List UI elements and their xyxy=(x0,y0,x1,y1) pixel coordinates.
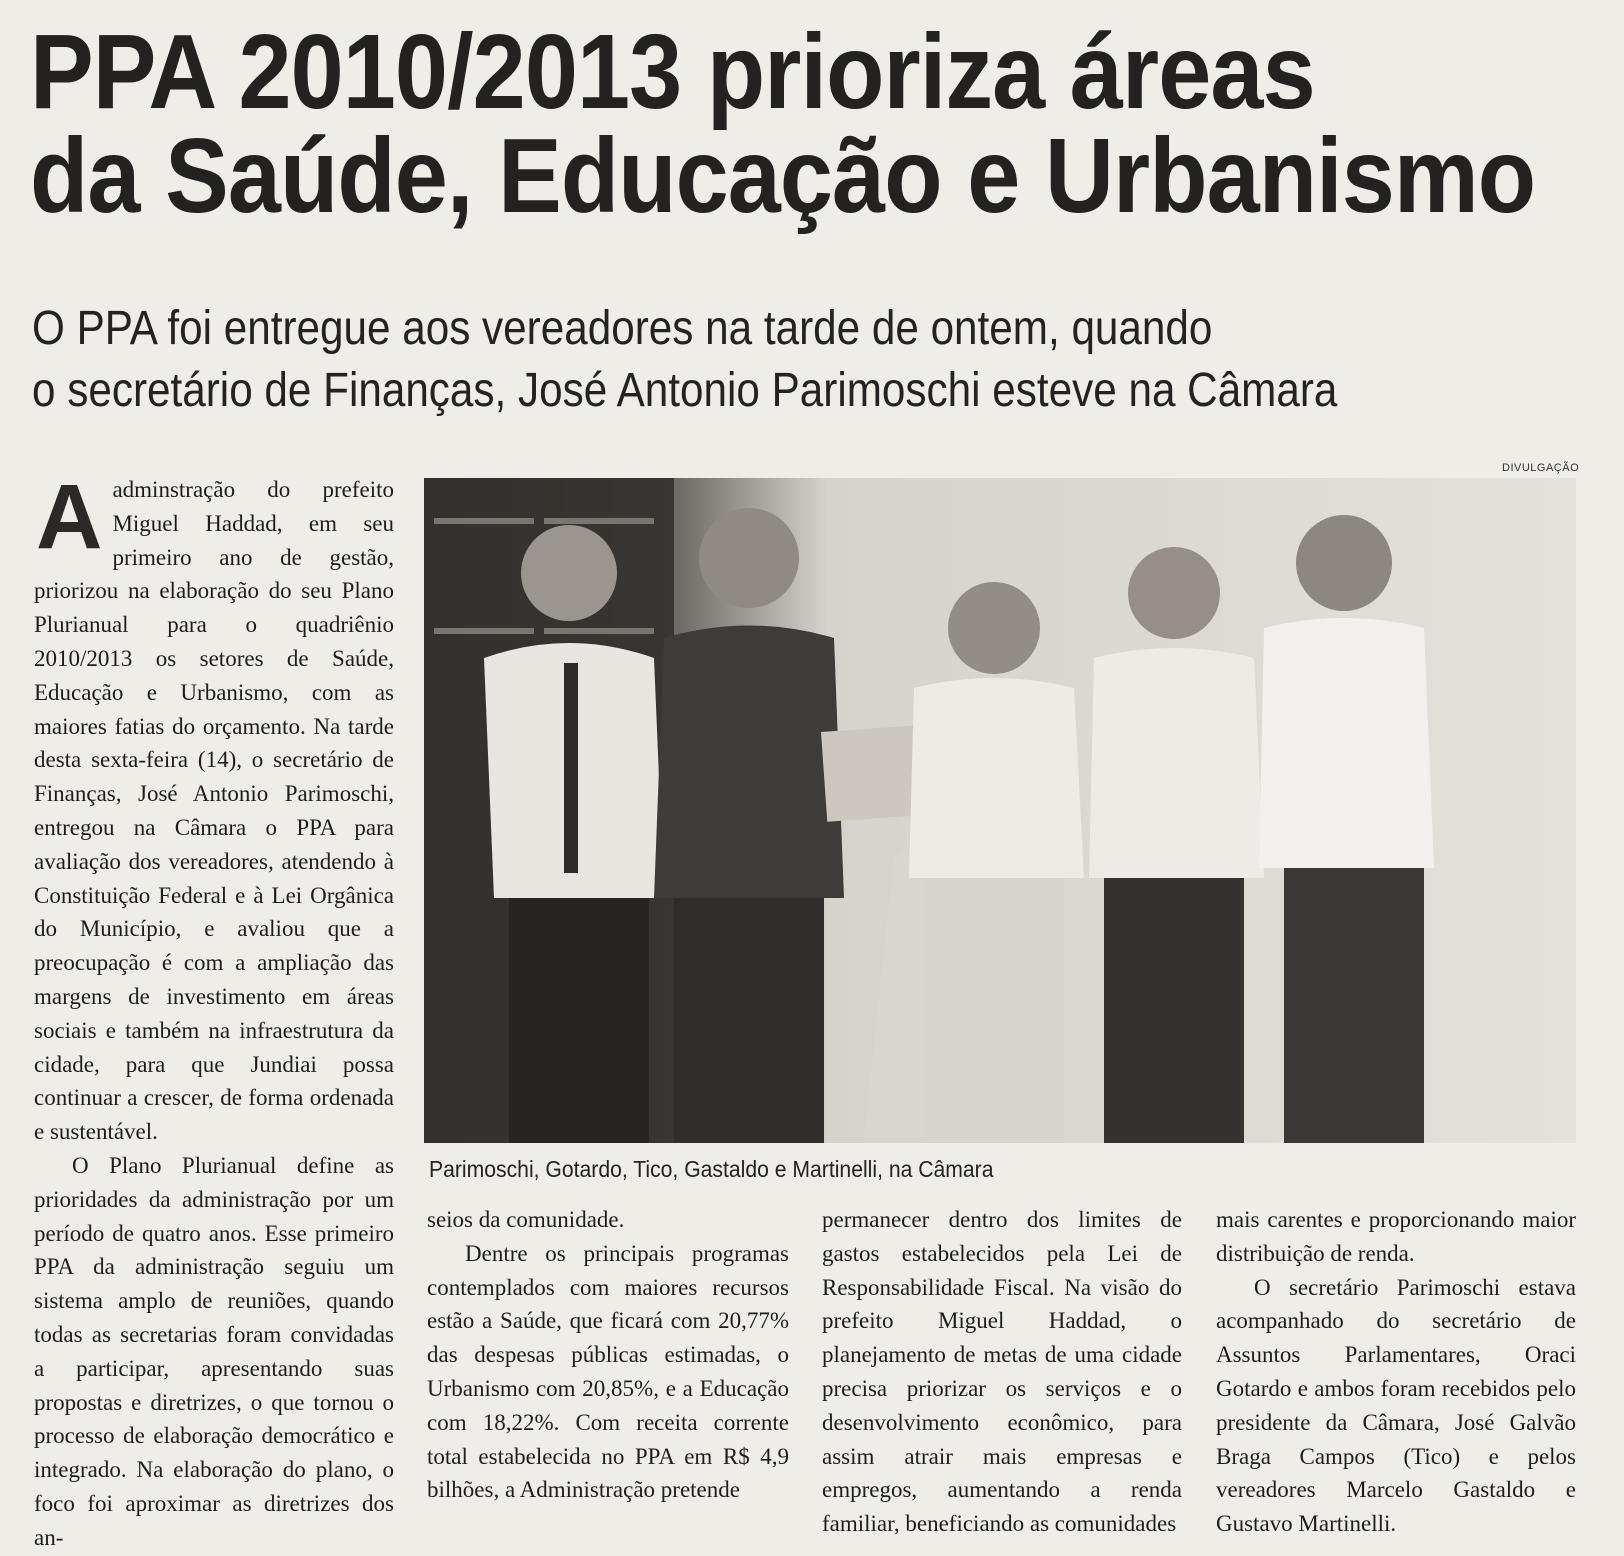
paragraph-intro xyxy=(34,466,394,1149)
drop-cap: A xyxy=(36,466,103,568)
paragraph-continuation: seios da comunidade. xyxy=(427,1207,625,1232)
article-column-2 xyxy=(427,1203,789,1507)
paragraph-responsabilidade-fiscal: permanecer dentro dos limites de gastos estabelecidos pela Lei de Responsabilidade Fiscal. Na visão do prefeito Miguel Haddad, o planejamento de metas de uma cidade precisa priorizar os serviços e o desenvolvimento econômico, para assim atrair mais empresas e empregos, aumentando a renda familiar, beneficiando as comunidades xyxy=(822,1207,1182,1537)
headline xyxy=(30,13,1536,235)
headline-line-1: PPA 2010/2013 prioriza áreas xyxy=(30,13,1315,131)
paragraph-intro-text: adminstração do prefeito Miguel Haddad, em seu primeiro ano de gestão, priorizou na elaboração do seu Plano Plurianual para o quadriênio 2010/2013 os setores de Saúde, Educação e Urbanismo, com as maiores fatias do orçamento. Na tarde desta sexta-feira (14), o secretário de Finanças, José Antonio Parimoschi, entregou na Câmara o PPA para avaliação dos vereadores, atendendo à Constituição Federal e à Lei Orgânica do Município, e avaliou que a preocupação é com a ampliação das margens de investimento em áreas sociais e também na infraestrutura da cidade, para que Jundiai possa continuar a crescer, de forma ordenada e sustentável. xyxy=(34,477,394,1145)
subheadline-line-1: O PPA foi entregue aos vereadores na tarde de ontem, quando xyxy=(32,302,1213,355)
article-column-4 xyxy=(1216,1203,1576,1541)
article-column-1 xyxy=(34,466,394,1555)
paragraph-plano-plurianual: O Plano Plurianual define as prioridades da administração por um período de quatro anos. Esse primeiro PPA da administração seguiu um sistema amplo de reuniões, quando todas as secretarias foram convidadas a participar, apresentando suas propostas e diretrizes, o que tornou o processo de elaboração democrático e integrado. Na elaboração do plano, o foco foi aproximar as diretrizes dos an- xyxy=(34,1152,394,1550)
paragraph-renda: mais carentes e proporcionando maior distribuição de renda. xyxy=(1216,1207,1576,1266)
article-photo xyxy=(424,478,1576,1143)
paragraph-secretario: O secretário Parimoschi estava acompanhado do secretário de Assuntos Parlamentares, Oraci Gotardo e ambos foram recebidos pelo presidente da Câmara, José Galvão Braga Campos (Tico) e pelos vereadores Marcelo Gastaldo e Gustavo Martinelli. xyxy=(1216,1274,1576,1537)
photo-caption: Parimoschi, Gotardo, Tico, Gastaldo e Martinelli, na Câmara xyxy=(429,1156,994,1182)
paragraph-programas: Dentre os principais programas contemplados com maiores recursos estão a Saúde, que ficará com 20,77% das despesas públicas estimadas, o Urbanismo com 20,85%, e a Educação com 18,22%. Com receita corrente total estabelecida no PPA em R$ 4,9 bilhões, a Administração pretende xyxy=(427,1240,789,1503)
photo-credit: DIVULGAÇÃO xyxy=(1502,462,1580,474)
photo-illustration xyxy=(424,478,1576,1143)
article-column-3 xyxy=(822,1203,1182,1541)
headline-line-2: da Saúde, Educação e Urbanismo xyxy=(30,117,1536,235)
subheadline-line-2: o secretário de Finanças, José Antonio Parimoschi esteve na Câmara xyxy=(32,364,1338,417)
subheadline xyxy=(32,298,1405,422)
